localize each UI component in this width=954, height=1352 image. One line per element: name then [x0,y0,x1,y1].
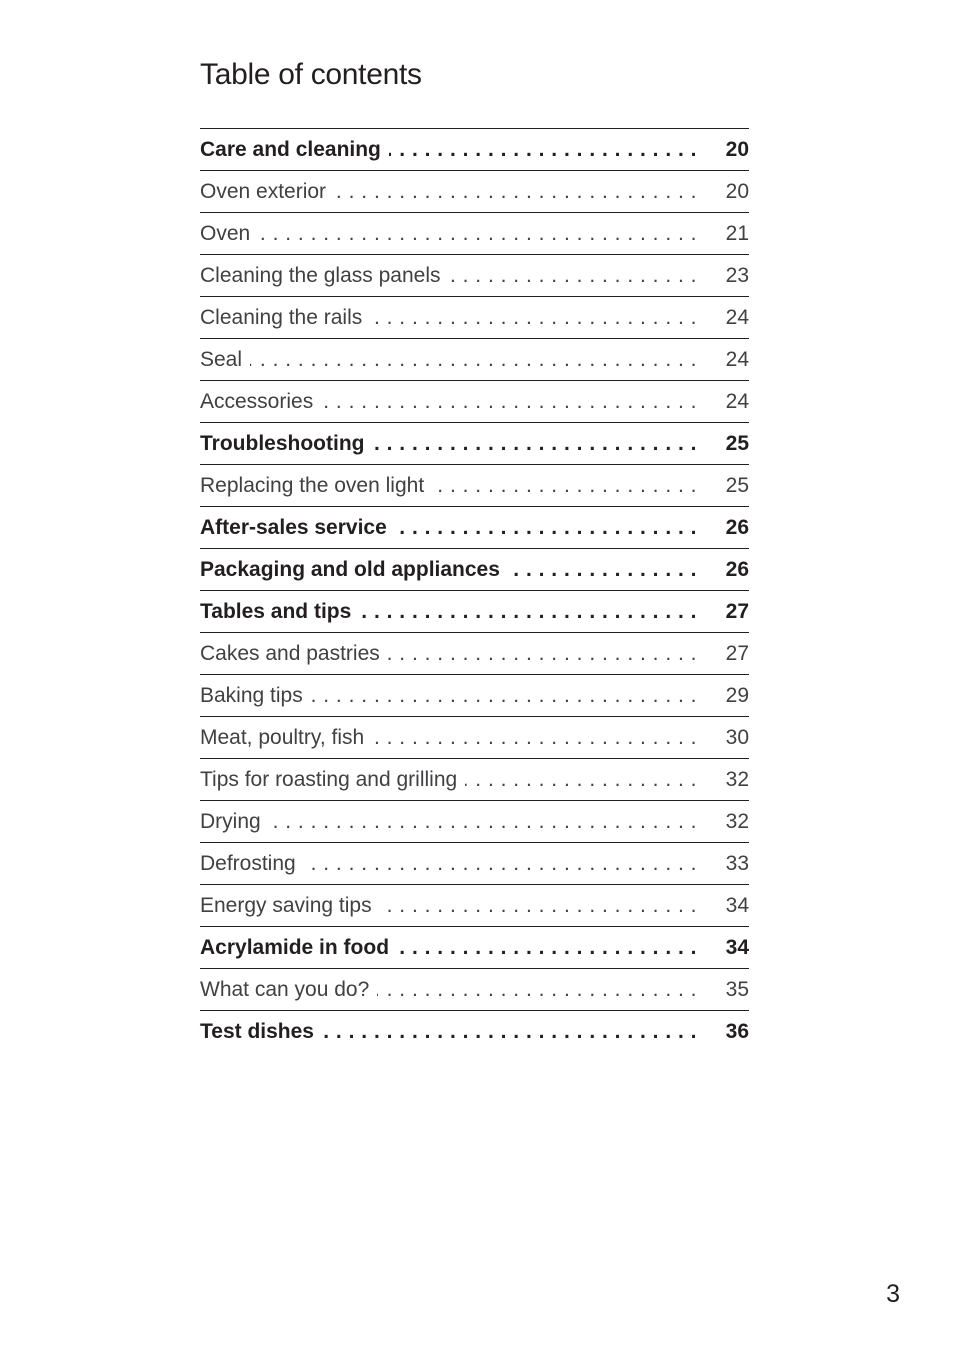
toc-entry-label: Tips for roasting and grilling [200,767,458,791]
dot-leader [380,894,697,918]
dot-leader [465,768,697,792]
toc-entry-page: 30 [725,725,749,749]
dot-leader [311,684,697,708]
toc-entry-page: 33 [725,851,749,875]
toc-entry-page: 25 [725,431,749,455]
toc-heading-entry[interactable] [200,591,749,633]
toc-entry-page: 24 [725,389,749,413]
toc-entry-label: Defrosting [200,851,296,875]
toc-entry-page: 29 [725,683,749,707]
toc-entry-label: Baking tips [200,683,303,707]
toc-entry-page: 36 [725,1019,749,1043]
toc-subentry[interactable] [200,885,749,927]
dot-leader [432,474,697,498]
toc-entry-label: Seal [200,347,243,371]
toc-heading-entry[interactable] [200,549,749,591]
toc-entry-label: Oven [200,221,251,245]
toc-subentry[interactable] [200,213,749,255]
dot-leader [258,222,697,246]
toc-entry-page: 20 [725,179,749,203]
dot-leader [388,642,697,666]
toc-entry-page: 24 [725,305,749,329]
dot-leader [334,180,697,204]
toc-entry-page: 32 [725,809,749,833]
toc-entry-label: Drying [200,809,261,833]
toc-entry-page: 26 [725,557,749,581]
toc-entry-page: 34 [725,893,749,917]
toc-subentry[interactable] [200,801,749,843]
toc-heading-entry[interactable] [200,927,749,969]
toc-heading-entry[interactable] [200,129,749,171]
toc-subentry[interactable] [200,675,749,717]
toc-heading-entry[interactable] [200,1011,749,1052]
dot-leader [321,390,697,414]
toc-entry-label: Tables and tips [200,599,352,623]
toc-entry-label: Acrylamide in food [200,935,390,959]
dot-leader [322,1020,697,1044]
toc-entry-page: 26 [725,515,749,539]
toc-entry-label: Packaging and old appliances [200,557,500,581]
toc-entry-page: 24 [725,347,749,371]
toc-entry-label: Replacing the oven light [200,473,425,497]
dot-leader [395,516,697,540]
toc-entry-label: Care and cleaning [200,137,381,161]
toc-entry-label: Test dishes [200,1019,314,1043]
dot-leader [372,726,697,750]
toc-entry-page: 34 [725,935,749,959]
toc-entry-label: Cleaning the rails [200,305,363,329]
toc-entry-page: 23 [725,263,749,287]
page-title: Table of contents [200,58,422,91]
dot-leader [370,306,697,330]
dot-leader [269,810,697,834]
toc-entry-page: 27 [725,599,749,623]
dot-leader [304,852,697,876]
toc-subentry[interactable] [200,297,749,339]
dot-leader [508,558,697,582]
toc-entry-page: 27 [725,641,749,665]
toc-entry-label: Troubleshooting [200,431,365,455]
toc-entry-label: Oven exterior [200,179,327,203]
toc-heading-entry[interactable] [200,423,749,465]
toc-entry-label: After-sales service [200,515,387,539]
toc-subentry[interactable] [200,633,749,675]
dot-leader [397,936,697,960]
toc-heading-entry[interactable] [200,507,749,549]
table-of-contents [200,128,749,1052]
dot-leader [449,264,698,288]
toc-subentry[interactable] [200,759,749,801]
toc-entry-label: Energy saving tips [200,893,372,917]
toc-subentry[interactable] [200,717,749,759]
toc-entry-page: 32 [725,767,749,791]
toc-entry-page: 25 [725,473,749,497]
toc-entry-page: 35 [725,977,749,1001]
toc-subentry[interactable] [200,969,749,1011]
dot-leader [372,432,697,456]
toc-subentry[interactable] [200,381,749,423]
toc-subentry[interactable] [200,339,749,381]
toc-subentry[interactable] [200,465,749,507]
dot-leader [389,138,697,162]
dot-leader [250,348,697,372]
toc-entry-page: 21 [725,221,749,245]
dot-leader [359,600,697,624]
dot-leader [377,978,697,1002]
toc-subentry[interactable] [200,171,749,213]
toc-entry-label: Cleaning the glass panels [200,263,441,287]
toc-entry-page: 20 [725,137,749,161]
toc-subentry[interactable] [200,843,749,885]
toc-entry-label: Cakes and pastries [200,641,380,665]
toc-entry-label: Accessories [200,389,314,413]
toc-entry-label: Meat, poultry, fish [200,725,365,749]
toc-entry-label: What can you do? [200,977,370,1001]
page-number: 3 [886,1280,900,1308]
toc-subentry[interactable] [200,255,749,297]
